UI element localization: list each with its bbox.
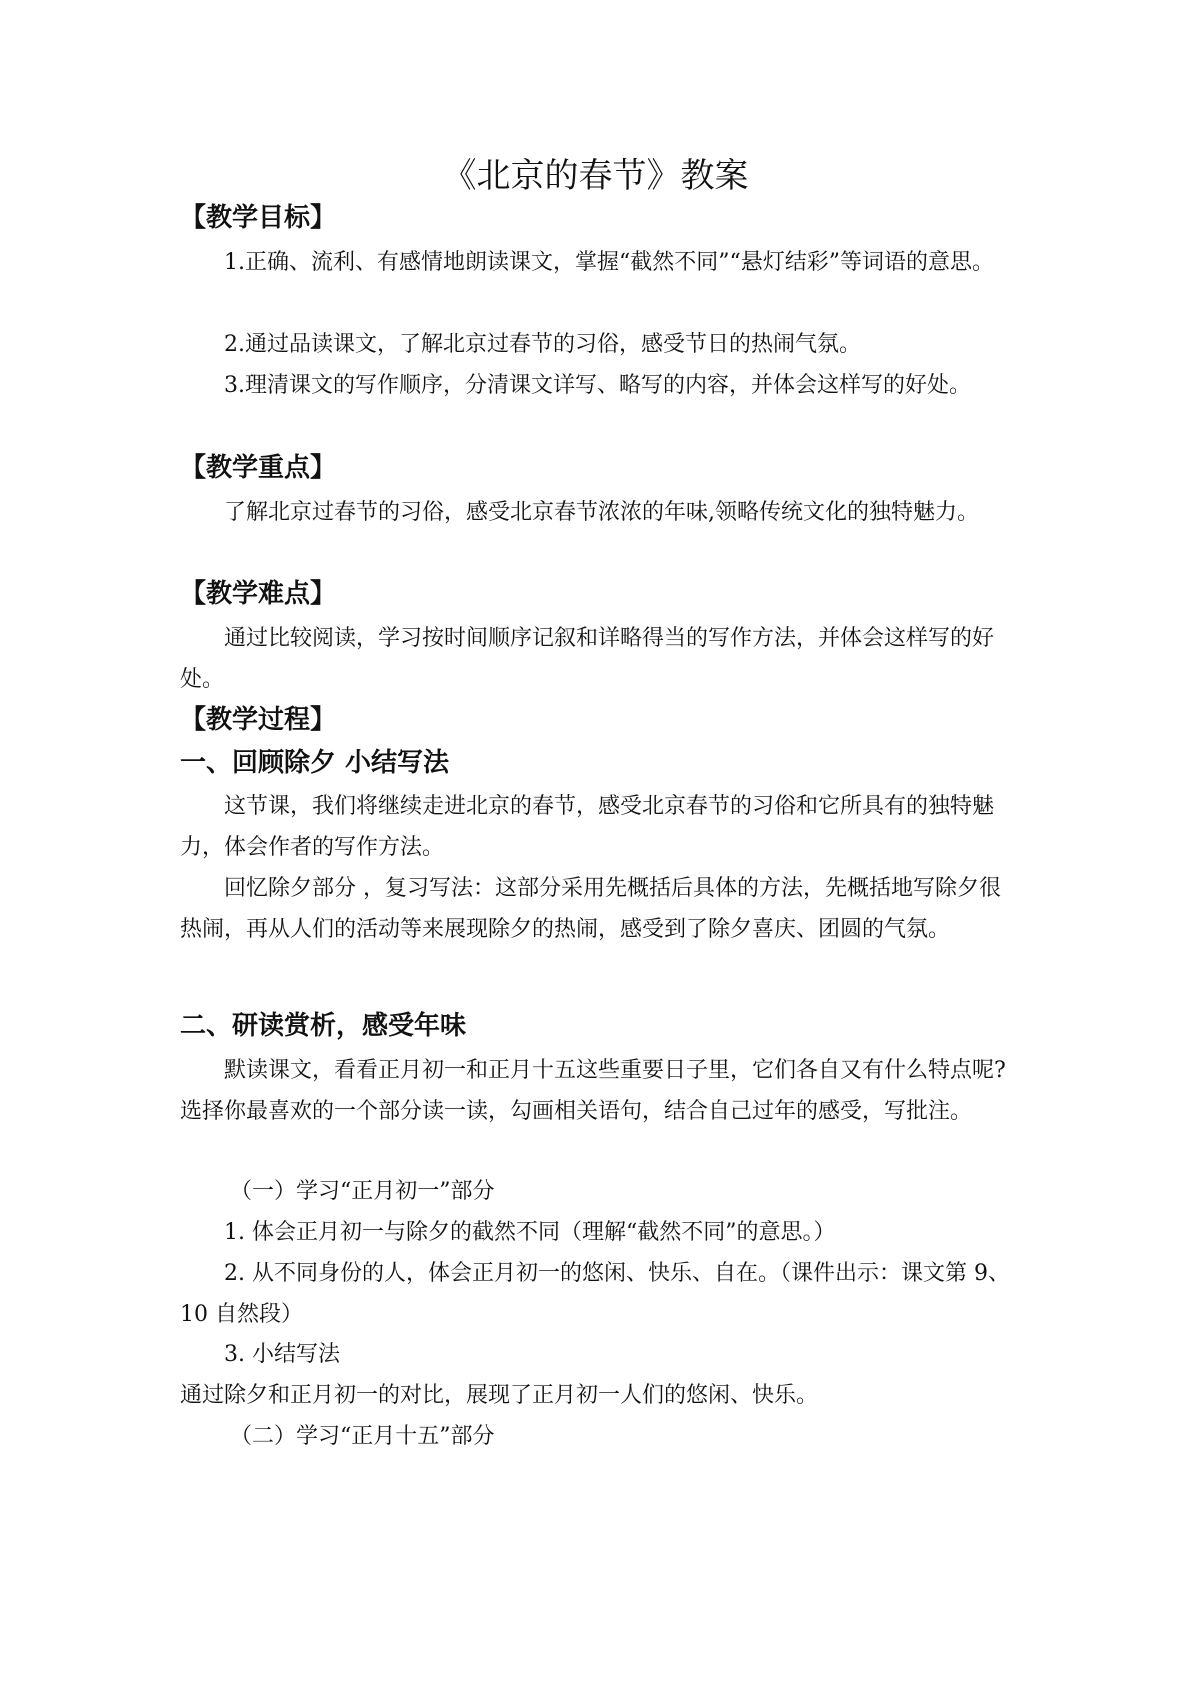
part2-sub1: （一）学习“正月初一”部分	[230, 1179, 495, 1204]
part1-paragraph-2: 回忆除夕部分 ，复习写法：这部分采用先概括后具体的方法，先概括地写除夕很热闹，再从人们的活动等来展现除夕的热闹，感受到了除夕喜庆、团圆的气氛。	[180, 876, 1001, 942]
difficulties-text: 通过比较阅读，学习按时间顺序记叙和详略得当的写作方法，并体会这样写的好处。	[180, 626, 995, 692]
objective-item-2: 2.通过品读课文，了解北京过春节的习俗，感受节日的热闹气氛。	[224, 332, 861, 357]
part2-intro: 默读课文，看看正月初一和正月十五这些重要日子里，它们各自又有什么特点呢?选择你最喜欢的一个部分读一读，勾画相关语句，结合自己过年的感受，写批注。	[180, 1058, 1006, 1124]
process-heading: 【教学过程】	[180, 705, 337, 735]
part2-item-1: 1. 体会正月初一与除夕的截然不同（理解“截然不同”的意思。）	[224, 1220, 836, 1245]
part2-sub2: （二）学习“正月十五”部分	[230, 1424, 495, 1449]
difficulties-heading: 【教学难点】	[180, 579, 337, 609]
part1-paragraph-1: 这节课，我们将继续走进北京的春节，感受北京春节的习俗和它所具有的独特魅力，体会作者的写作方法。	[180, 794, 995, 860]
part2-summary: 通过除夕和正月初一的对比，展现了正月初一人们的悠闲、快乐。	[180, 1383, 819, 1408]
key-points-heading: 【教学重点】	[180, 453, 337, 483]
part2-item-3: 3. 小结写法	[224, 1342, 340, 1367]
key-points-text: 了解北京过春节的习俗，感受北京春节浓浓的年味,领略传统文化的独特魅力。	[224, 500, 979, 525]
part2-heading: 二、研读赏析，感受年味	[180, 1011, 467, 1041]
document-title: 《北京的春节》教案	[442, 156, 749, 196]
objective-item-3: 3.理清课文的写作顺序，分清课文详写、略写的内容，并体会这样写的好处。	[224, 373, 971, 398]
objectives-heading: 【教学目标】	[180, 203, 337, 233]
part1-heading: 一、回顾除夕 小结写法	[180, 748, 450, 778]
part2-item-2: 2. 从不同身份的人，体会正月初一的悠闲、快乐、自在。（课件出示：课文第 9、10 自然段）	[180, 1261, 1010, 1327]
objective-item-1: 1.正确、流利、有感情地朗读课文，掌握“截然不同”“悬灯结彩”等词语的意思。	[224, 250, 994, 275]
